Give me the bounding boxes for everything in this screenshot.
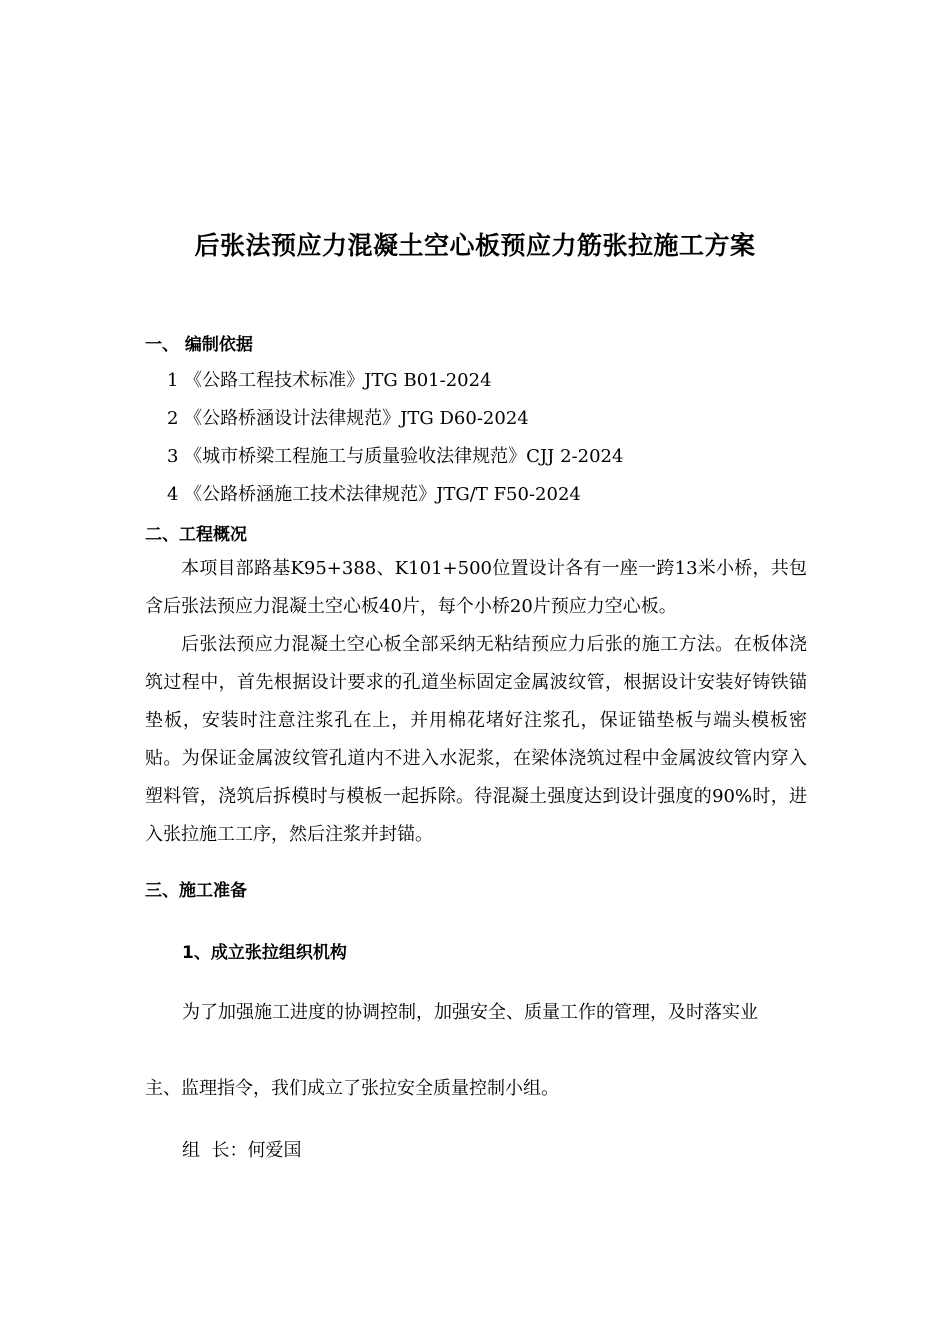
section-heading-overview: 二、工程概况 bbox=[145, 525, 247, 545]
subsection-heading: 1、成立张拉组织机构 bbox=[182, 943, 347, 963]
preparation-text-line: 为了加强施工进度的协调控制，加强安全、质量工作的管理，及时落实业 bbox=[182, 1002, 758, 1023]
reference-item: 1 《公路工程技术标准》JTG B01-2024 bbox=[167, 370, 492, 391]
overview-paragraph-2: 后张法预应力混凝土空心板全部采纳无粘结预应力后张的施工方法。在板体浇筑过程中，首先根据设计要求的孔道坐标固定金属波纹管，根据设计安装好铸铁锚垫板，安装时注意注浆孔在上，并用棉花堵好注浆孔，保证锚垫板与端头模板密贴。为保证金属波纹管孔道内不进入水泥浆，在梁体浇筑过程中金属波纹管内穿入塑料管，浇筑后拆模时与模板一起拆除。待混凝土强度达到设计强度的90%时，进入张拉施工工序，然后注浆并封锚。 bbox=[145, 634, 807, 845]
reference-item: 2 《公路桥涵设计法律规范》JTG D60-2024 bbox=[167, 408, 529, 429]
team-leader: 组 长：何爱国 bbox=[182, 1140, 302, 1161]
section-heading-basis: 一、 编制依据 bbox=[145, 335, 253, 355]
overview-paragraph-1: 本项目部路基K95+388、K101+500位置设计各有一座一跨13米小桥，共包含后张法预应力混凝土空心板40片，每个小桥20片预应力空心板。 bbox=[145, 558, 807, 617]
section-heading-preparation: 三、施工准备 bbox=[145, 881, 247, 901]
preparation-text-line: 主、监理指令，我们成立了张拉安全质量控制小组。 bbox=[145, 1078, 559, 1099]
reference-item: 3 《城市桥梁工程施工与质量验收法律规范》CJJ 2-2024 bbox=[167, 446, 624, 467]
document-title: 后张法预应力混凝土空心板预应力筋张拉施工方案 bbox=[194, 231, 756, 260]
reference-item: 4 《公路桥涵施工技术法律规范》JTG/T F50-2024 bbox=[167, 484, 581, 505]
